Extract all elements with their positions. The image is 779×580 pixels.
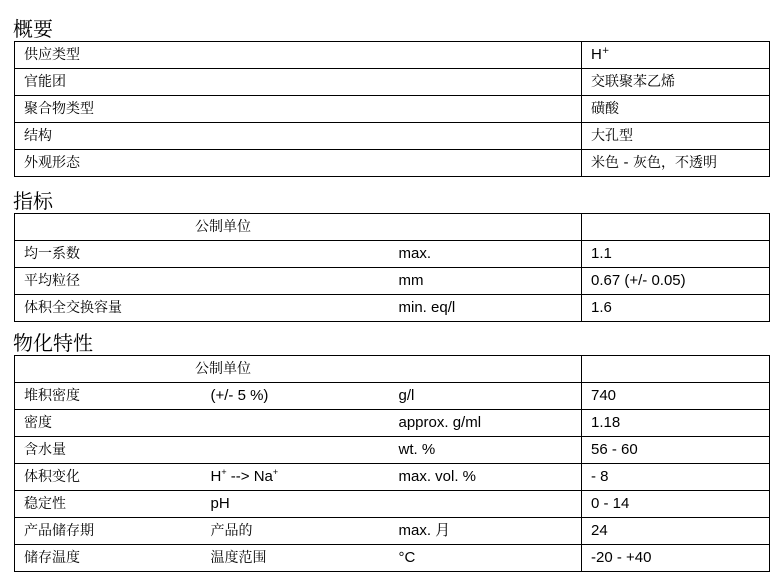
table-row xyxy=(15,295,770,322)
row-label: 结构 xyxy=(15,123,582,150)
row-value: 1.18 xyxy=(582,410,770,437)
table-header-row xyxy=(15,214,770,241)
row-label: 官能团 xyxy=(15,69,582,96)
section-title-overview: 概要 xyxy=(13,17,53,41)
row-label: 密度 xyxy=(15,410,202,437)
row-value: 56 - 60 xyxy=(582,437,770,464)
row-value: 740 xyxy=(582,383,770,410)
row-value: 1.6 xyxy=(582,295,770,322)
row-condition: 产品的 xyxy=(202,518,390,545)
row-unit: °C xyxy=(390,545,582,572)
row-unit: min. eq/l xyxy=(390,295,582,322)
table-row xyxy=(15,96,770,123)
row-label: 均一系数 xyxy=(15,241,390,268)
row-value: 24 xyxy=(582,518,770,545)
table-row xyxy=(15,437,770,464)
section-title-specs: 指标 xyxy=(13,189,53,213)
row-unit: max. xyxy=(390,241,582,268)
properties-table xyxy=(14,355,770,572)
table-row xyxy=(15,491,770,518)
row-value: 大孔型 xyxy=(582,123,770,150)
table-row xyxy=(15,518,770,545)
table-row xyxy=(15,383,770,410)
row-condition: H+ --> Na+ xyxy=(202,464,390,491)
table-row xyxy=(15,123,770,150)
table-row xyxy=(15,42,770,69)
row-label: 含水量 xyxy=(15,437,202,464)
row-condition xyxy=(202,410,390,437)
unit-header: 公制单位 xyxy=(15,356,582,383)
row-unit: approx. g/ml xyxy=(390,410,582,437)
table-row xyxy=(15,410,770,437)
table-row xyxy=(15,150,770,177)
unit-header: 公制单位 xyxy=(15,214,582,241)
table-row xyxy=(15,69,770,96)
row-unit xyxy=(390,491,582,518)
row-condition: (+/- 5 %) xyxy=(202,383,390,410)
specs-table xyxy=(14,213,770,322)
row-label: 体积全交换容量 xyxy=(15,295,390,322)
row-condition: pH xyxy=(202,491,390,518)
row-unit: mm xyxy=(390,268,582,295)
row-value: 0 - 14 xyxy=(582,491,770,518)
row-label: 储存温度 xyxy=(15,545,202,572)
table-header-row xyxy=(15,356,770,383)
row-label: 外观形态 xyxy=(15,150,582,177)
overview-table xyxy=(14,41,770,177)
row-value: - 8 xyxy=(582,464,770,491)
row-value: 1.1 xyxy=(582,241,770,268)
row-unit: wt. % xyxy=(390,437,582,464)
header-empty xyxy=(582,356,770,383)
row-label: 平均粒径 xyxy=(15,268,390,295)
row-value: 交联聚苯乙烯 xyxy=(582,69,770,96)
table-row xyxy=(15,268,770,295)
row-value: 0.67 (+/- 0.05) xyxy=(582,268,770,295)
row-condition: 温度范围 xyxy=(202,545,390,572)
row-label: 稳定性 xyxy=(15,491,202,518)
row-value: 磺酸 xyxy=(582,96,770,123)
table-row xyxy=(15,464,770,491)
table-row xyxy=(15,545,770,572)
table-row xyxy=(15,241,770,268)
row-value: H+ xyxy=(582,42,770,69)
section-title-properties: 物化特性 xyxy=(13,331,93,355)
row-value: 米色 - 灰色，不透明 xyxy=(582,150,770,177)
row-label: 供应类型 xyxy=(15,42,582,69)
row-label: 堆积密度 xyxy=(15,383,202,410)
row-unit: max. 月 xyxy=(390,518,582,545)
row-unit: g/l xyxy=(390,383,582,410)
header-empty xyxy=(582,214,770,241)
row-label: 聚合物类型 xyxy=(15,96,582,123)
row-label: 体积变化 xyxy=(15,464,202,491)
row-unit: max. vol. % xyxy=(390,464,582,491)
row-condition xyxy=(202,437,390,464)
row-value: -20 - +40 xyxy=(582,545,770,572)
row-label: 产品储存期 xyxy=(15,518,202,545)
